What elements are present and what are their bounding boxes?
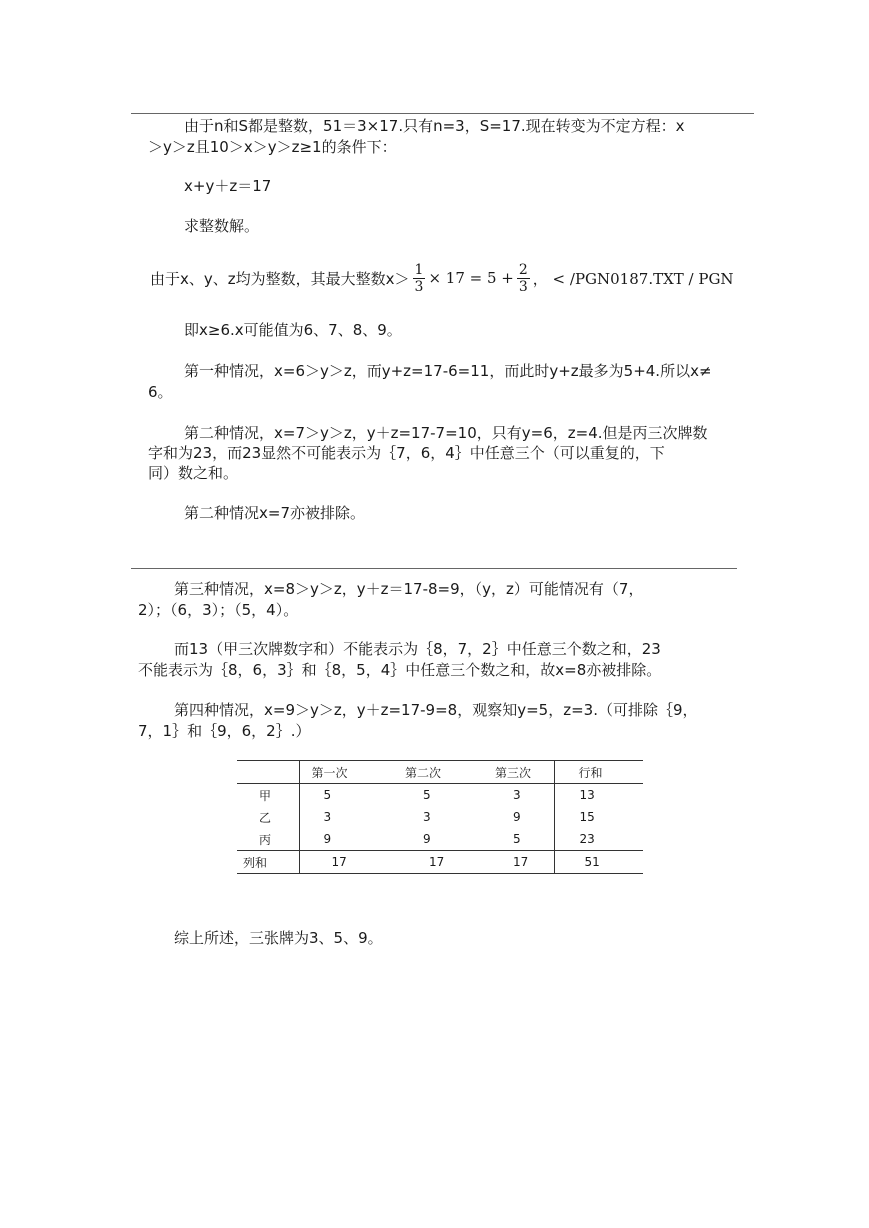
top-divider (131, 113, 754, 114)
fraction-one-third (413, 262, 426, 295)
fraction-denominator: 3 (518, 278, 528, 295)
paragraph-line: 2）；（6，3）；（5，4）。 (138, 601, 299, 619)
paragraph-line: 第二种情况x=7亦被排除。 (184, 504, 365, 522)
table-header-cell: 第一次 (299, 761, 389, 784)
table-cell: 13 (554, 784, 643, 807)
paragraph-line: 第二种情况，x=7＞y＞z，y＋z=17-7=10，只有y=6，z=4.但是丙三次牌数 (184, 424, 708, 442)
paragraph-line: 第三种情况，x=8＞y＞z，y＋z＝17-8=9，（y，z）可能情况有（7， (174, 580, 644, 598)
row-label: 丙 (259, 832, 272, 847)
table-row (237, 851, 643, 874)
paragraph-line: ＞y＞z且10＞x＞y＞z≥1的条件下： (148, 138, 397, 156)
table-header-cell (237, 761, 299, 784)
equation: x+y＋z＝17 (184, 177, 272, 195)
score-table (237, 760, 643, 874)
table-header-cell: 行和 (554, 761, 643, 784)
table-cell: 51 (554, 851, 643, 874)
paragraph-line: 字和为23，而23显然不可能表示为｛7，6，4｝中任意三个（可以重复的，下 (148, 444, 665, 462)
table-cell: 3 (299, 806, 389, 828)
paragraph-line: 由于n和S都是整数，51＝3×17.只有n=3，S=17.现在转变为不定方程：x (184, 117, 685, 135)
paragraph-line: 6。 (148, 383, 173, 401)
paragraph-line: 7，1｝和｛9，6，2｝.） (138, 722, 311, 740)
table-row (237, 828, 643, 851)
section-divider (131, 568, 737, 569)
table-cell: 9 (423, 832, 431, 846)
table-cell: 17 (299, 851, 389, 874)
formula-prefix: 由于x、y、z均为整数，其最大整数x＞ (150, 269, 410, 288)
table-cell: 5 (513, 832, 521, 846)
formula-middle: × 17 = 5 + (428, 269, 514, 287)
table-cell: 9 (513, 810, 521, 824)
table-cell: 23 (554, 828, 643, 851)
paragraph-line: 第四种情况，x=9＞y＞z，y＋z=17-9=8，观察知y=5，z=3.（可排除｛9， (174, 701, 698, 719)
fraction-numerator: 2 (518, 261, 528, 278)
table-cell: 3 (423, 810, 431, 824)
paragraph-line: 而13（甲三次牌数字和）不能表示为｛8，7，2｝中任意三个数之和，23 (174, 640, 661, 658)
table-cell: 17 (429, 855, 445, 869)
max-integer-formula (150, 258, 734, 298)
table-header-row (237, 761, 643, 784)
paragraph-line: 第一种情况，x=6＞y＞z，而y+z=17-6=11，而此时y+z最多为5+4.所以x≠ (184, 362, 712, 380)
formula-suffix: ， < /PGN0187.TXT / PGN (532, 269, 734, 288)
paragraph-line: 求整数解。 (184, 217, 260, 235)
table-row (237, 784, 643, 807)
paragraph-line: 即x≥6.x可能值为6、7、8、9。 (184, 321, 402, 339)
table-cell: 15 (554, 806, 643, 828)
table-cell: 3 (513, 788, 521, 802)
fraction-two-thirds (517, 262, 530, 295)
row-label: 甲 (259, 788, 272, 803)
table-cell: 9 (299, 828, 389, 851)
row-label: 列和 (243, 855, 268, 870)
table-cell: 5 (423, 788, 431, 802)
table-header-cell: 第三次 (495, 765, 532, 780)
fraction-denominator: 3 (414, 278, 424, 295)
row-label: 乙 (259, 810, 272, 825)
paragraph-line: 同）数之和。 (148, 464, 239, 482)
table-cell: 17 (513, 855, 529, 869)
paragraph-line: 不能表示为｛8，6，3｝和｛8，5，4｝中任意三个数之和，故x=8亦被排除。 (138, 661, 662, 679)
table-header-cell: 第二次 (405, 765, 442, 780)
conclusion: 综上所述，三张牌为3、5、9。 (174, 929, 383, 947)
table-cell: 5 (299, 784, 389, 807)
table-row (237, 806, 643, 828)
fraction-numerator: 1 (414, 261, 424, 278)
